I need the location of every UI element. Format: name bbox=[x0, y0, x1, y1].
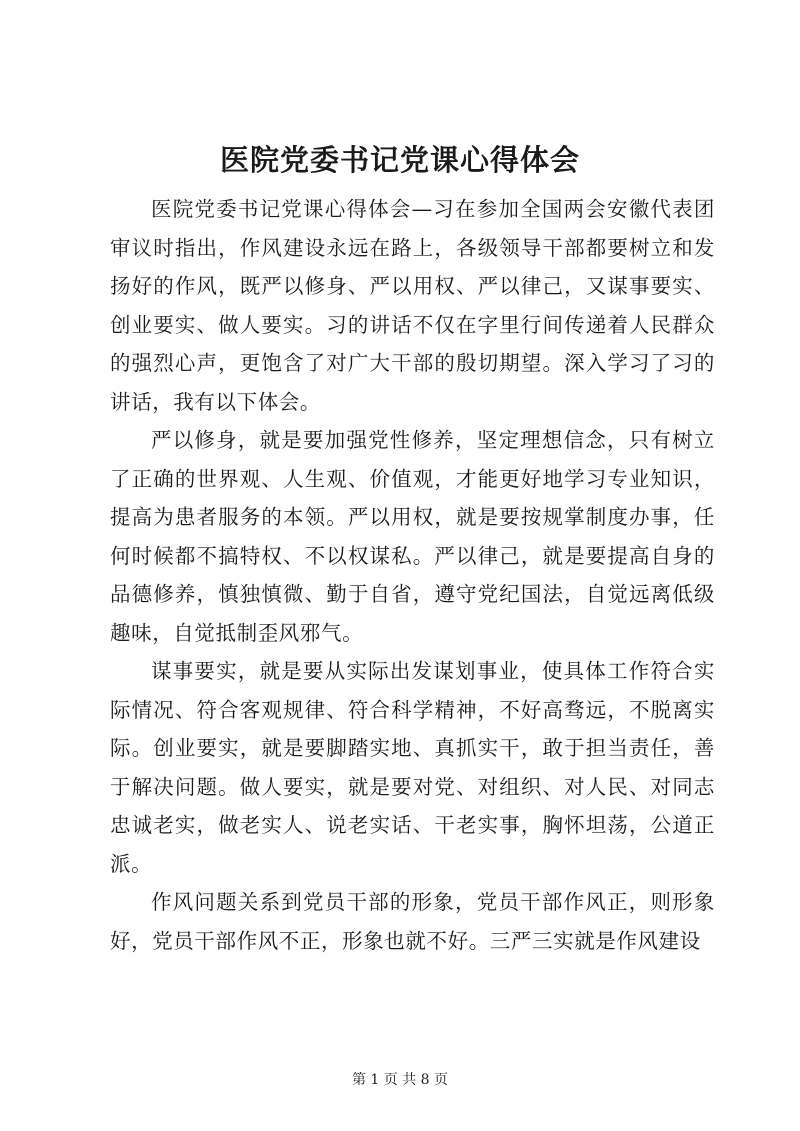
document-body bbox=[110, 190, 715, 960]
paragraph-1: 医院党委书记党课心得体会—习在参加全国两会安徽代表团审议时指出，作风建设永远在路上，各级领导干部都要树立和发扬好的作风，既严以修身、严以用权、严以律己，又谋事要实、创业要实、做人要实。习的讲话不仅在字里行间传递着人民群众的强烈心声，更饱含了对广大干部的殷切期望。深入学习了习的讲话，我有以下体会。 bbox=[110, 197, 715, 414]
page-number-footer: 第 1 页 共 8 页 bbox=[351, 1072, 449, 1088]
paragraph-3: 谋事要实，就是要从实际出发谋划事业，使具体工作符合实际情况、符合客观规律、符合科学精神，不好高骛远，不脱离实际。创业要实，就是要脚踏实地、真抓实干，敢于担当责任，善于解决问题。做人要实，就是要对党、对组织、对人民、对同志忠诚老实，做老实人、说老实话、干老实事，胸怀坦荡，公道正派。 bbox=[110, 659, 715, 876]
document-title: 医院党委书记党课心得体会 bbox=[219, 143, 580, 177]
paragraph-2: 严以修身，就是要加强党性修养，坚定理想信念，只有树立了正确的世界观、人生观、价值观，才能更好地学习专业知识，提高为患者服务的本领。严以用权，就是要按规掌制度办事，任何时候都不搞特权、不以权谋私。严以律己，就是要提高自身的品德修养，慎独慎微、勤于自省，遵守党纪国法，自觉远离低级趣味，自觉抵制歪风邪气。 bbox=[110, 428, 715, 645]
paragraph-4: 作风问题关系到党员干部的形象，党员干部作风正，则形象好，党员干部作风不正，形象也就不好。三严三实就是作风建设 bbox=[110, 890, 715, 953]
